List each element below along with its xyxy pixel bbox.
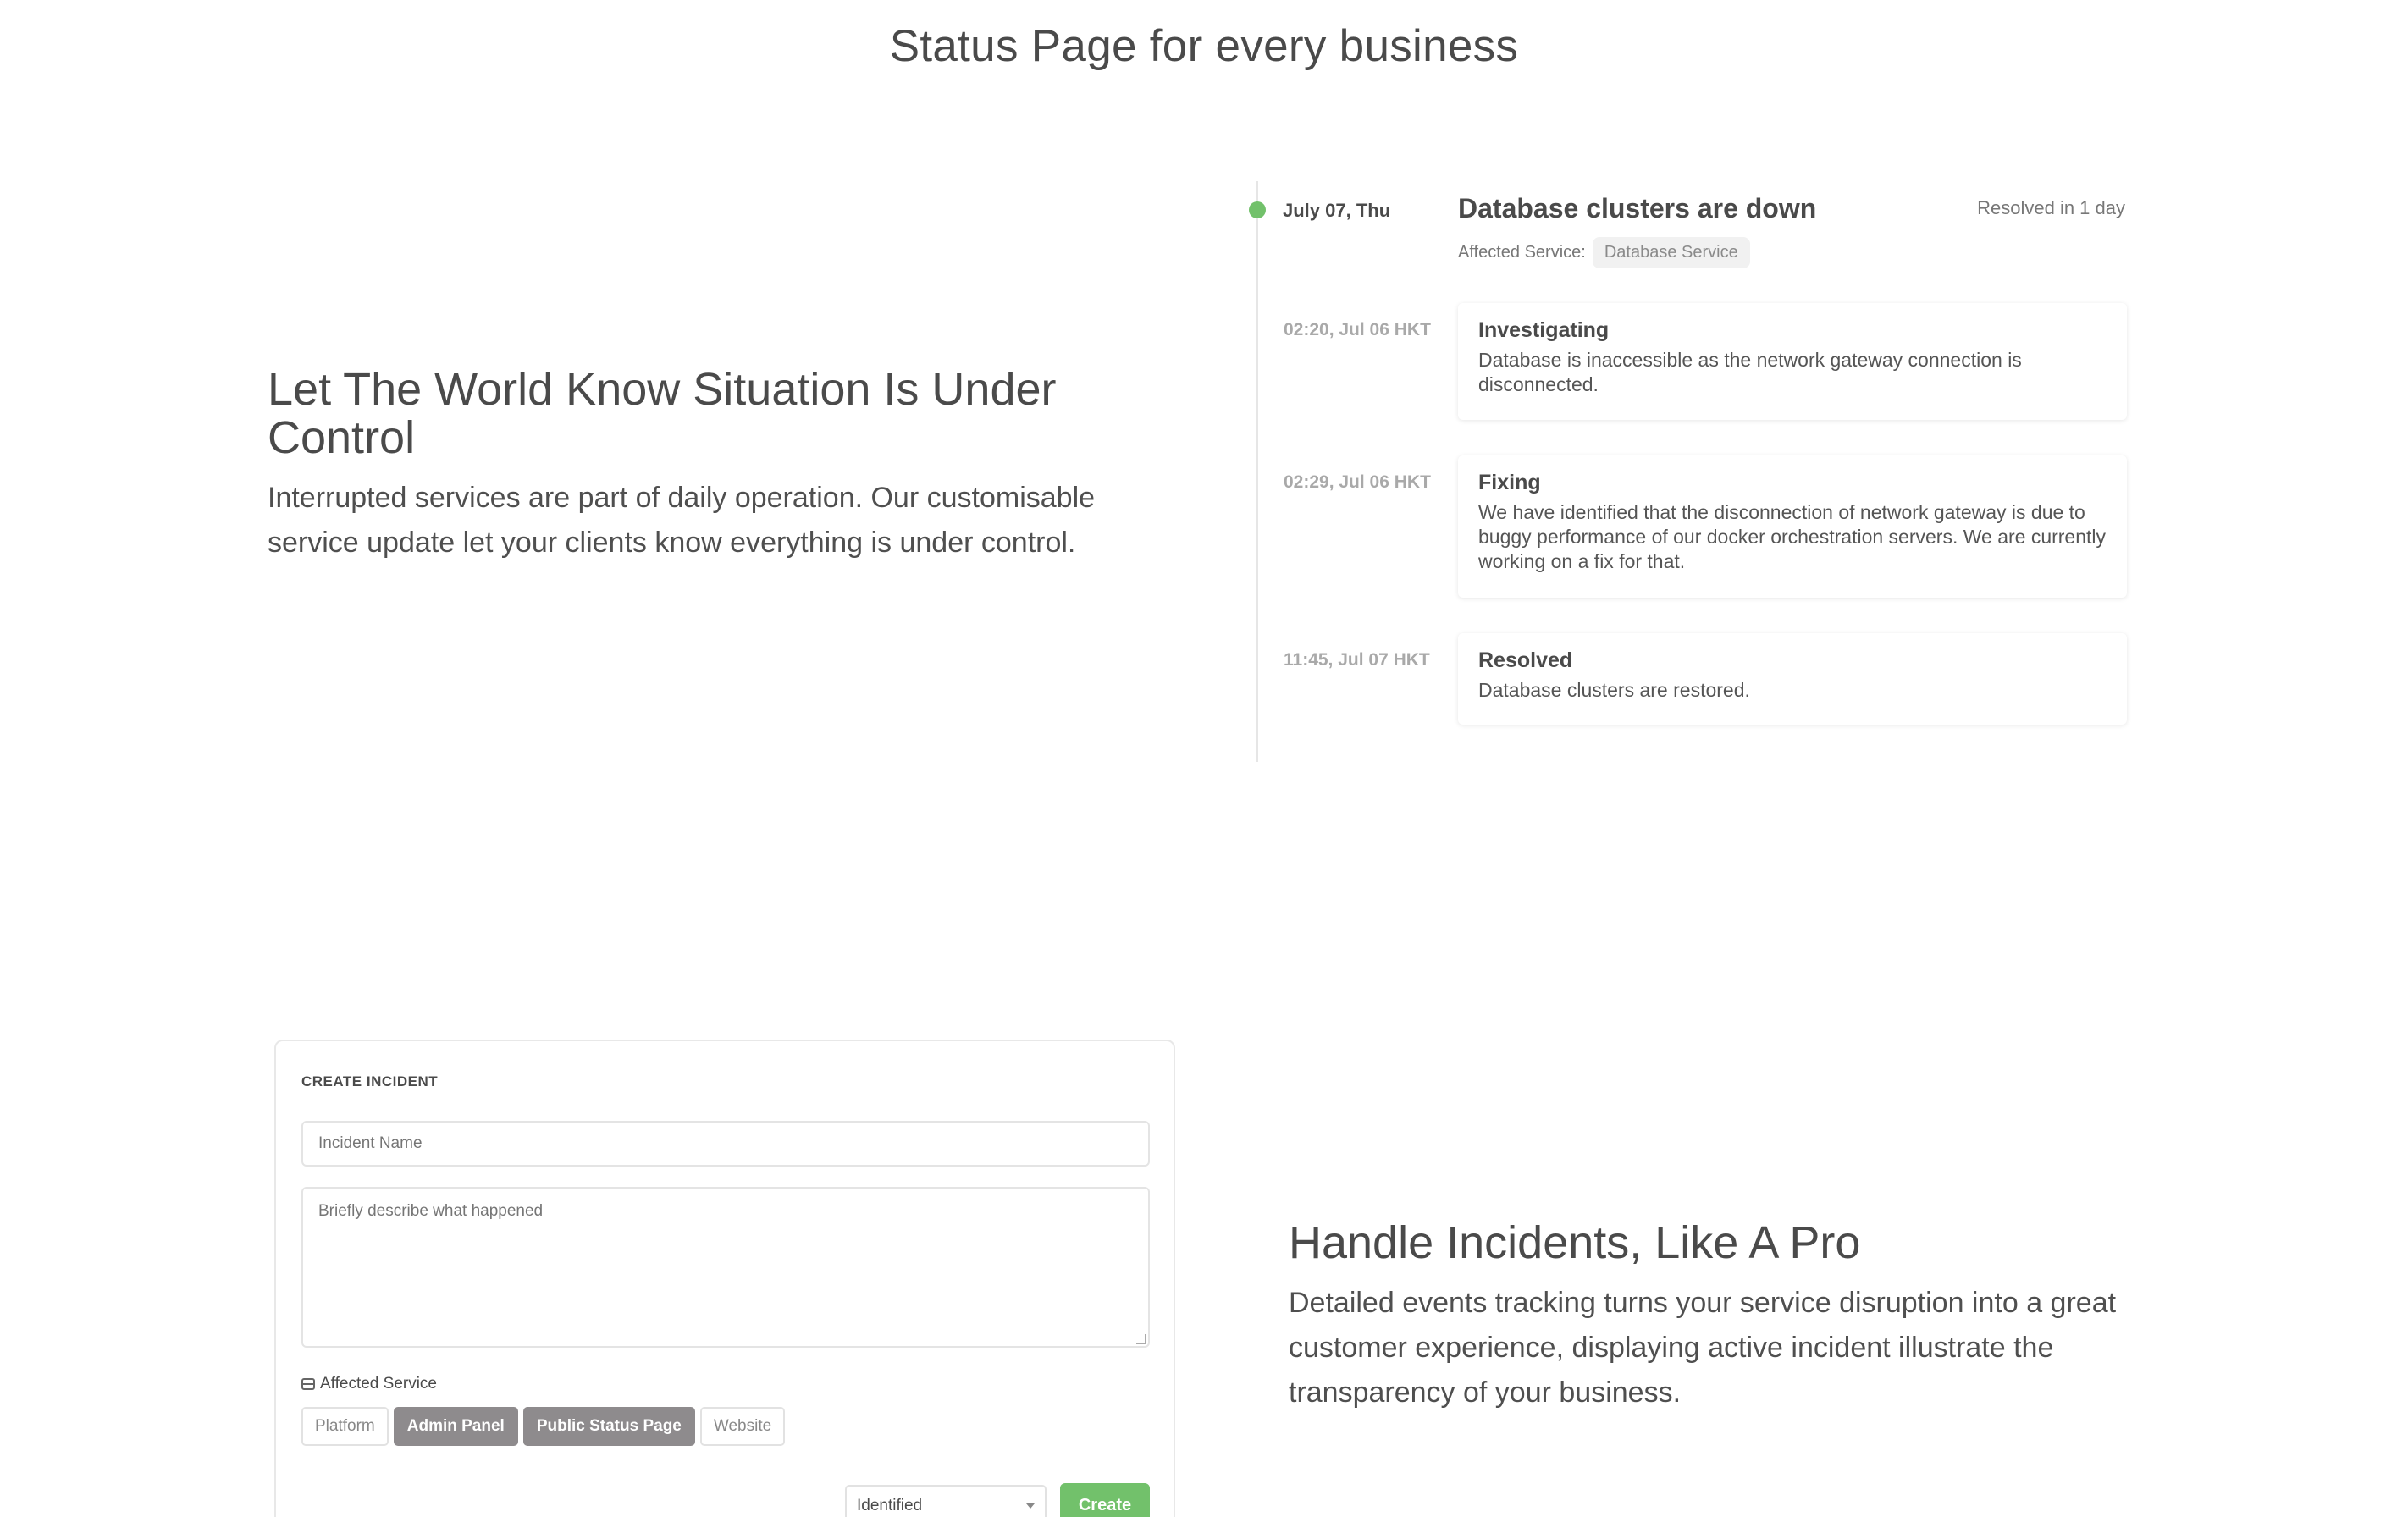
affected-service-row <box>1458 237 1750 268</box>
form-heading: CREATE INCIDENT <box>301 1073 439 1089</box>
incident-description-input[interactable] <box>301 1187 1150 1348</box>
create-incident-form <box>274 1040 1175 1517</box>
service-toggle-admin-panel[interactable]: Admin Panel <box>394 1407 518 1446</box>
status-dot <box>1249 201 1266 218</box>
section-paragraph: Detailed events tracking turns your service disruption into a great customer experience, displaying active incident illustrate the transparency of your business. <box>1289 1287 2117 1409</box>
section-paragraph: Interrupted services are part of daily operation. Our customisable service update let your clients know everything is under control. <box>268 482 1096 559</box>
update-status: Fixing <box>1478 471 1541 494</box>
incident-title[interactable]: Database clusters are down <box>1458 193 1817 223</box>
database-icon <box>301 1378 315 1390</box>
service-tag: Database Service <box>1593 237 1750 268</box>
timeline-line <box>1256 181 1258 762</box>
service-toggle-website[interactable]: Website <box>700 1407 785 1446</box>
resize-handle-icon[interactable] <box>1136 1334 1146 1344</box>
create-button[interactable]: Create <box>1060 1483 1150 1517</box>
update-status: Investigating <box>1478 318 1610 342</box>
page-title: Status Page for every business <box>889 21 1519 71</box>
section-heading: Handle Incidents, Like A Pro <box>1289 1217 1861 1268</box>
service-toggle-group <box>301 1407 785 1446</box>
section-heading: Let The World Know Situation Is Under Control <box>268 364 1057 463</box>
incident-date: July 07, Thu <box>1283 200 1391 221</box>
chevron-down-icon <box>1026 1503 1035 1509</box>
affected-service-label: Affected Service: <box>1458 243 1586 262</box>
service-toggle-public-status-page[interactable]: Public Status Page <box>523 1407 695 1446</box>
affected-service-heading <box>301 1375 437 1393</box>
section-pro <box>1289 1219 2220 1415</box>
update-body: We have identified that the disconnection of network gateway is due to buggy performance of our docker orchestration servers. We are currently working on a fix for that. <box>1478 501 2107 572</box>
update-status: Resolved <box>1478 648 1573 672</box>
service-toggle-platform[interactable]: Platform <box>301 1407 389 1446</box>
incident-name-input[interactable] <box>301 1121 1150 1167</box>
update-body: Database clusters are restored. <box>1478 679 1750 701</box>
update-card-investigating <box>1458 303 2127 420</box>
section-intro <box>268 366 1182 565</box>
affected-service-label: Affected Service <box>320 1375 438 1393</box>
update-card-resolved <box>1458 633 2127 725</box>
status-select-value: Identified <box>857 1497 923 1514</box>
resolved-duration: Resolved in 1 day <box>1977 197 2125 218</box>
update-card-fixing <box>1458 455 2127 598</box>
status-select[interactable] <box>845 1485 1047 1517</box>
update-time: 11:45, Jul 07 HKT <box>1284 650 1430 670</box>
update-time: 02:20, Jul 06 HKT <box>1284 320 1431 339</box>
update-time: 02:29, Jul 06 HKT <box>1284 472 1431 492</box>
update-body: Database is inaccessible as the network gateway connection is disconnected. <box>1478 349 2022 395</box>
